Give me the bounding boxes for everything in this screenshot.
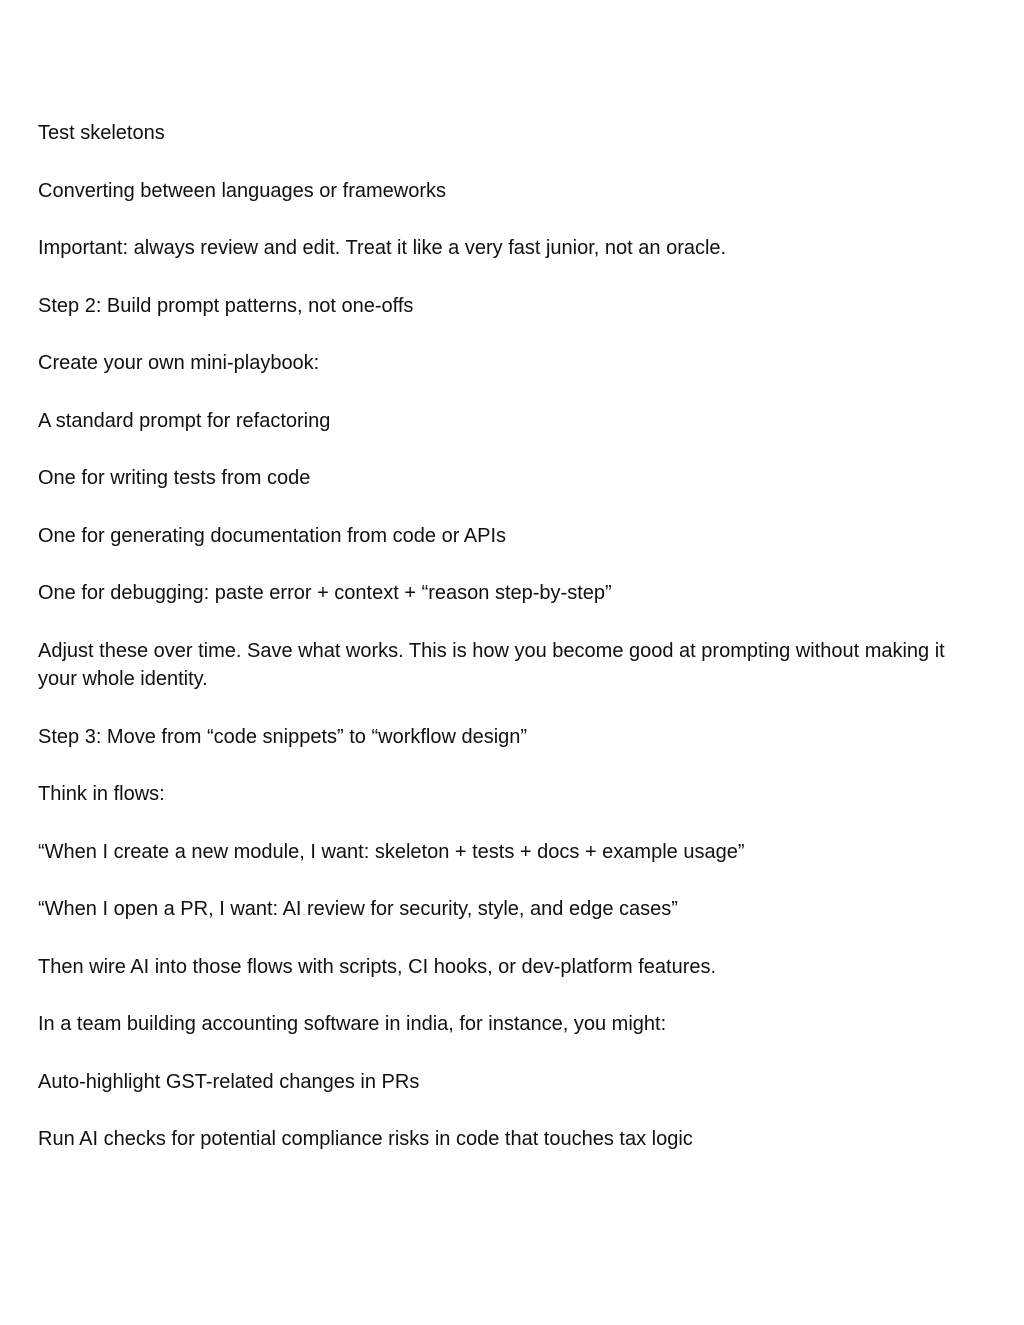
step-3-heading: Step 3: Move from “code snippets” to “workflow design” bbox=[38, 725, 528, 748]
list-item-compliance-checks: Run AI checks for potential compliance risks in code that touches tax logic bbox=[38, 1128, 693, 1150]
list-item-converting-languages: Converting between languages or frameworks bbox=[38, 179, 446, 202]
accounting-example-intro: In a team building accounting software in india, for instance, you might: bbox=[38, 1013, 667, 1035]
playbook-intro: Create your own mini-playbook: bbox=[38, 352, 320, 374]
list-item-refactoring-prompt: A standard prompt for refactoring bbox=[38, 409, 331, 432]
list-item-test-skeletons: Test skeletons bbox=[38, 122, 165, 144]
list-item-gst-highlight: Auto-highlight GST-related changes in PRs bbox=[38, 1070, 420, 1093]
list-item-pr-flow: “When I open a PR, I want: AI review for security, style, and edge cases” bbox=[38, 898, 678, 920]
document-page bbox=[38, 119, 988, 1183]
list-item-docs-prompt: One for generating documentation from code or APIs bbox=[38, 524, 507, 547]
list-item-debugging-prompt: One for debugging: paste error + context + “reason step-by-step” bbox=[38, 582, 612, 604]
think-in-flows: Think in flows: bbox=[38, 783, 165, 805]
step-2-heading: Step 2: Build prompt patterns, not one-offs bbox=[38, 294, 414, 317]
list-item-tests-prompt: One for writing tests from code bbox=[38, 467, 311, 489]
adjust-over-time-paragraph: Adjust these over time. Save what works. This is how you become good at prompting without making it your whole identity. bbox=[38, 639, 945, 690]
wire-ai-paragraph: Then wire AI into those flows with scripts, CI hooks, or dev-platform features. bbox=[38, 955, 717, 978]
important-note: Important: always review and edit. Treat it like a very fast junior, not an oracle. bbox=[38, 237, 727, 259]
list-item-new-module-flow: “When I create a new module, I want: skeleton + tests + docs + example usage” bbox=[38, 840, 745, 863]
